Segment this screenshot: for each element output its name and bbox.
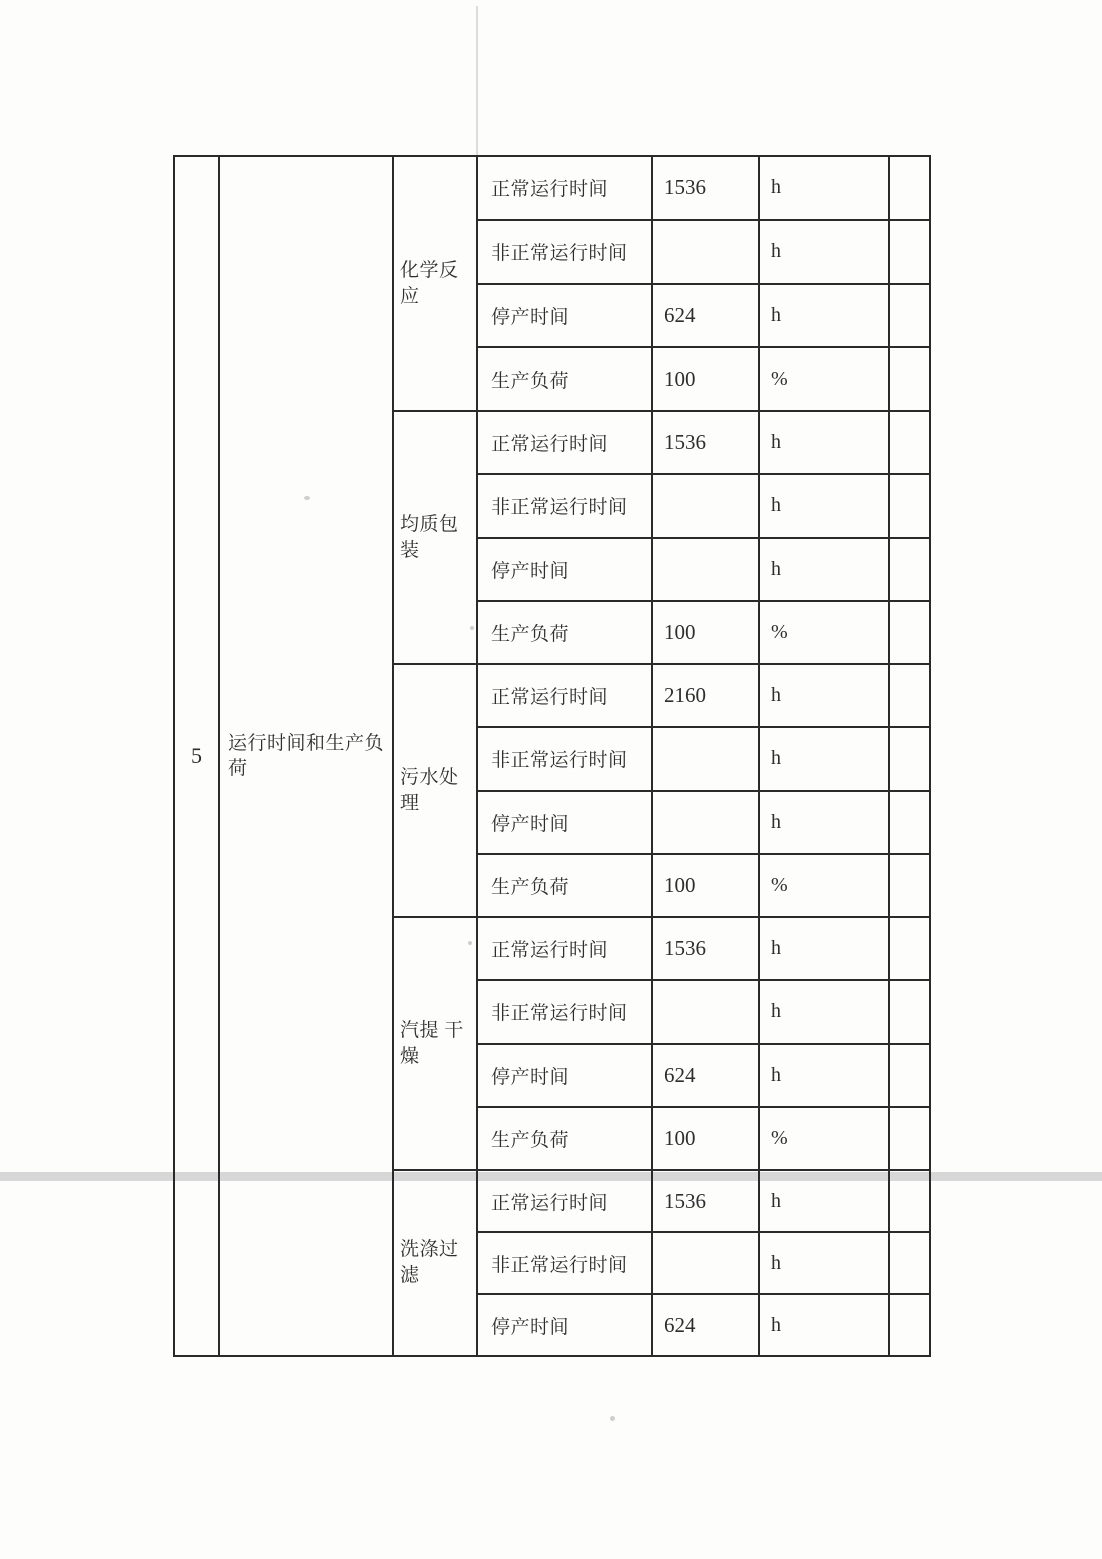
value-text: 100	[664, 619, 696, 644]
unit-cell	[758, 475, 888, 536]
value-text: 1536	[664, 936, 706, 961]
metric-cell	[478, 157, 651, 219]
metric-cell	[478, 1108, 651, 1169]
group-rows	[478, 918, 929, 1169]
metric-label: 停产时间	[491, 560, 570, 582]
empty-cell	[888, 602, 929, 663]
table-row	[478, 790, 929, 853]
process-group-washing-filtration	[394, 1169, 929, 1355]
value-cell	[651, 412, 758, 473]
metric-label: 正常运行时间	[491, 434, 609, 456]
table-row	[478, 979, 929, 1042]
unit-text: h	[771, 1313, 781, 1336]
metric-label: 停产时间	[491, 813, 570, 835]
unit-text: h	[771, 1251, 781, 1274]
unit-cell	[758, 1171, 888, 1231]
unit-cell	[758, 665, 888, 726]
scan-speck	[610, 1416, 615, 1421]
metric-label: 非正常运行时间	[491, 1003, 628, 1025]
metric-cell	[478, 1295, 651, 1355]
table-row	[478, 283, 929, 347]
table-row	[478, 665, 929, 726]
unit-text: h	[771, 1063, 781, 1086]
value-text: 624	[664, 1062, 696, 1087]
unit-text: h	[771, 303, 781, 326]
unit-cell	[758, 348, 888, 410]
table-row	[478, 853, 929, 916]
empty-cell	[888, 981, 929, 1042]
value-cell	[651, 539, 758, 600]
process-name-cell	[394, 918, 478, 1169]
process-name: 洗涤过滤	[400, 1239, 459, 1286]
unit-text: h	[771, 176, 781, 199]
empty-cell	[888, 1171, 929, 1231]
section-number: 5	[191, 743, 202, 768]
process-group-sewage-treatment	[394, 663, 929, 916]
metric-label: 生产负荷	[491, 1129, 570, 1151]
metric-cell	[478, 1171, 651, 1231]
empty-cell	[888, 1045, 929, 1106]
metric-label: 正常运行时间	[491, 940, 609, 962]
value-cell	[651, 1108, 758, 1169]
empty-cell	[888, 221, 929, 283]
unit-text: h	[771, 1000, 781, 1023]
unit-text: h	[771, 684, 781, 707]
value-cell	[651, 728, 758, 789]
value-cell	[651, 1171, 758, 1231]
metric-cell	[478, 1233, 651, 1293]
table-row	[478, 1171, 929, 1231]
value-text: 1536	[664, 175, 706, 200]
empty-cell	[888, 665, 929, 726]
metric-cell	[478, 855, 651, 916]
unit-text: h	[771, 494, 781, 517]
unit-cell	[758, 792, 888, 853]
table-row	[478, 1231, 929, 1293]
empty-cell	[888, 1295, 929, 1355]
unit-text: h	[771, 810, 781, 833]
value-cell	[651, 348, 758, 410]
unit-cell	[758, 1045, 888, 1106]
empty-cell	[888, 475, 929, 536]
group-rows	[478, 412, 929, 663]
empty-cell	[888, 285, 929, 347]
unit-cell	[758, 539, 888, 600]
value-cell	[651, 792, 758, 853]
value-cell	[651, 157, 758, 219]
value-text: 100	[664, 1125, 696, 1150]
metric-cell	[478, 348, 651, 410]
metric-cell	[478, 918, 651, 979]
unit-cell	[758, 412, 888, 473]
process-name-cell	[394, 665, 478, 916]
value-cell	[651, 665, 758, 726]
unit-cell	[758, 728, 888, 789]
value-text: 1536	[664, 430, 706, 455]
unit-text: h	[771, 240, 781, 263]
scan-artifact-vertical-streak	[476, 6, 478, 155]
empty-cell	[888, 1108, 929, 1169]
metric-label: 正常运行时间	[491, 179, 609, 201]
table-row	[478, 157, 929, 219]
process-name: 均质包装	[400, 513, 459, 561]
metric-cell	[478, 539, 651, 600]
metric-label: 停产时间	[491, 1066, 570, 1088]
table-row	[478, 412, 929, 473]
unit-text: %	[771, 873, 788, 896]
unit-cell	[758, 1108, 888, 1169]
unit-cell	[758, 221, 888, 283]
value-text: 100	[664, 366, 696, 391]
process-name: 化学反应	[400, 259, 459, 307]
table-row	[478, 346, 929, 410]
value-cell	[651, 221, 758, 283]
table-row	[478, 219, 929, 283]
group-rows	[478, 1171, 929, 1355]
unit-cell	[758, 602, 888, 663]
metric-label: 非正常运行时间	[491, 1254, 628, 1276]
process-group-homogenize-packaging	[394, 410, 929, 663]
metric-cell	[478, 475, 651, 536]
empty-cell	[888, 412, 929, 473]
table-row	[478, 537, 929, 600]
unit-text: h	[771, 1189, 781, 1212]
metric-label: 生产负荷	[491, 876, 570, 898]
process-group-chemical-reaction	[394, 157, 929, 410]
value-text: 624	[664, 302, 696, 327]
unit-cell	[758, 157, 888, 219]
metric-label: 生产负荷	[491, 623, 570, 645]
process-name-cell	[394, 412, 478, 663]
metric-cell	[478, 665, 651, 726]
value-text: 624	[664, 1312, 696, 1337]
operating-time-table	[173, 155, 931, 1357]
metric-cell	[478, 221, 651, 283]
metric-label: 非正常运行时间	[491, 750, 628, 772]
unit-cell	[758, 918, 888, 979]
unit-cell	[758, 981, 888, 1042]
metric-cell	[478, 792, 651, 853]
process-name: 污水处理	[400, 766, 459, 814]
process-name-cell	[394, 157, 478, 410]
table-row	[478, 918, 929, 979]
value-cell	[651, 981, 758, 1042]
process-name: 汽提 干燥	[400, 1019, 464, 1067]
value-cell	[651, 475, 758, 536]
group-rows	[478, 157, 929, 410]
metric-cell	[478, 602, 651, 663]
table-row	[478, 473, 929, 536]
metric-label: 正常运行时间	[491, 687, 609, 709]
metric-cell	[478, 285, 651, 347]
process-group-stripping-drying	[394, 916, 929, 1169]
table-row	[478, 1106, 929, 1169]
table-row	[478, 726, 929, 789]
metric-label: 非正常运行时间	[491, 243, 628, 265]
group-rows	[478, 665, 929, 916]
unit-text: %	[771, 1126, 788, 1149]
metric-label: 停产时间	[491, 1316, 570, 1338]
section-title-cell	[220, 157, 394, 1355]
unit-text: h	[771, 431, 781, 454]
value-cell	[651, 285, 758, 347]
empty-cell	[888, 539, 929, 600]
empty-cell	[888, 855, 929, 916]
metric-cell	[478, 1045, 651, 1106]
unit-cell	[758, 855, 888, 916]
process-name-cell	[394, 1171, 478, 1355]
empty-cell	[888, 1233, 929, 1293]
table-row	[478, 1043, 929, 1106]
section-number-cell	[175, 157, 220, 1355]
value-text: 1536	[664, 1188, 706, 1213]
unit-text: h	[771, 747, 781, 770]
empty-cell	[888, 348, 929, 410]
empty-cell	[888, 918, 929, 979]
value-text: 2160	[664, 683, 706, 708]
unit-text: %	[771, 620, 788, 643]
metric-label: 非正常运行时间	[491, 497, 628, 519]
unit-cell	[758, 1233, 888, 1293]
value-text: 100	[664, 872, 696, 897]
table-row	[478, 1293, 929, 1355]
empty-cell	[888, 792, 929, 853]
unit-cell	[758, 1295, 888, 1355]
value-cell	[651, 1045, 758, 1106]
value-cell	[651, 918, 758, 979]
metric-label: 正常运行时间	[491, 1192, 609, 1214]
unit-text: h	[771, 937, 781, 960]
unit-cell	[758, 285, 888, 347]
metric-label: 生产负荷	[491, 370, 570, 392]
process-groups	[394, 157, 929, 1355]
empty-cell	[888, 728, 929, 789]
section-title: 运行时间和生产负荷	[228, 733, 385, 779]
metric-cell	[478, 981, 651, 1042]
value-cell	[651, 1295, 758, 1355]
empty-cell	[888, 157, 929, 219]
metric-label: 停产时间	[491, 306, 570, 328]
value-cell	[651, 602, 758, 663]
metric-cell	[478, 728, 651, 789]
table-row	[478, 600, 929, 663]
unit-text: h	[771, 557, 781, 580]
metric-cell	[478, 412, 651, 473]
value-cell	[651, 855, 758, 916]
value-cell	[651, 1233, 758, 1293]
unit-text: %	[771, 367, 788, 390]
